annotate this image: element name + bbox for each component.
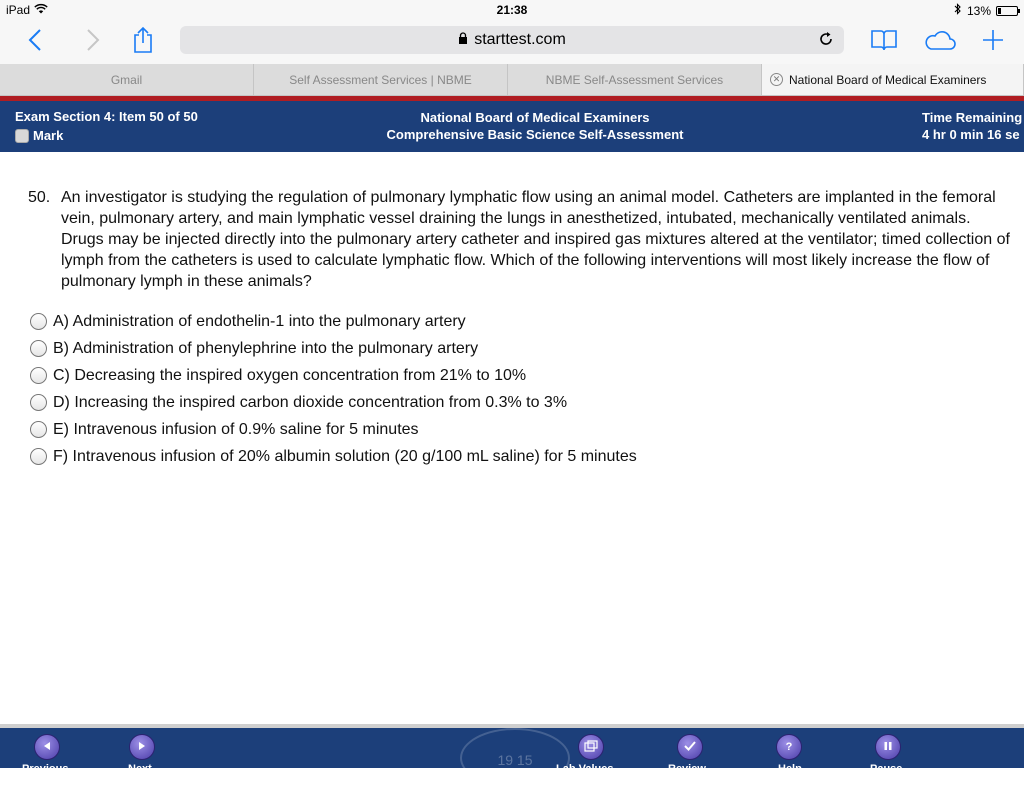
back-button[interactable] [22,26,48,58]
option-text: F) Intravenous infusion of 20% albumin solution (20 g/100 mL saline) for 5 minutes [53,447,637,465]
browser-toolbar [0,20,1024,64]
new-tab-button[interactable] [980,26,1006,58]
url-text: starttest.com [474,31,566,48]
option-text: A) Administration of endothelin-1 into the pulmonary artery [53,312,466,330]
question-mark-icon: ? [785,741,793,753]
next-label: Next [128,763,152,775]
battery-percent: 13% [966,3,991,18]
device-label: iPad [6,3,31,17]
answer-options [30,308,637,470]
section-item-label: Exam Section 4: Item 50 of 50 [15,109,198,124]
time-remaining-value: 4 hr 0 min 16 se [922,127,1020,142]
battery-icon [996,6,1018,16]
reload-icon[interactable] [818,31,834,52]
cloud-icon [923,29,957,56]
next-button[interactable] [129,734,155,760]
bookmarks-button[interactable] [868,26,900,58]
answer-option-b[interactable] [30,335,637,362]
answer-option-e[interactable] [30,416,637,443]
help-label: Help [778,763,802,775]
lab-values-button[interactable] [578,734,604,760]
tab-gmail[interactable] [0,64,254,95]
share-button[interactable] [130,26,156,58]
tab-nbme-active[interactable] [762,64,1024,95]
book-icon [870,29,898,56]
help-button[interactable] [776,734,802,760]
bottom-nav-bar [0,724,1024,775]
forward-button[interactable] [80,26,106,58]
exam-title: Comprehensive Basic Science Self-Assessment [386,127,684,142]
previous-button[interactable] [34,734,60,760]
time-remaining-label: Time Remaining [922,110,1023,125]
plus-icon [982,29,1004,56]
tab-label: NBME Self-Assessment Services [545,72,724,87]
answer-option-c[interactable] [30,362,637,389]
chevron-left-icon [28,28,42,57]
answer-option-a[interactable] [30,308,637,335]
question-number: 50. [28,189,51,206]
tab-bar [0,64,1024,96]
triangle-left-icon [42,741,52,754]
status-bar [0,0,1024,20]
radio-button[interactable] [30,448,47,465]
share-icon [132,26,154,59]
review-button[interactable] [677,734,703,760]
mark-checkbox[interactable] [15,129,29,143]
previous-label: Previous [22,763,69,775]
lock-icon [458,31,468,49]
address-bar[interactable] [180,26,844,54]
exam-header [0,96,1024,152]
pause-icon [883,741,893,754]
checkmark-icon [684,741,696,754]
option-text: B) Administration of phenylephrine into the pulmonary artery [53,339,479,357]
option-text: E) Intravenous infusion of 0.9% saline for 5 minutes [53,420,419,438]
pause-label: Pause [870,763,903,775]
answer-option-d[interactable] [30,389,637,416]
option-text: C) Decreasing the inspired oxygen concentration from 21% to 10% [53,366,527,384]
nbme-seal-watermark: 19 15 [460,728,570,788]
clock: 21:38 [496,3,528,17]
option-text: D) Increasing the inspired carbon dioxide concentration from 0.3% to 3% [53,393,568,411]
radio-button[interactable] [30,340,47,357]
radio-button[interactable] [30,394,47,411]
mark-button[interactable] [15,128,198,143]
bluetooth-icon [954,3,962,18]
tab-label: Gmail [110,72,143,87]
triangle-right-icon [137,741,147,754]
question-text: An investigator is studying the regulation of pulmonary lymphatic flow using an animal model. Catheters are implanted in the femoral vein, pulmonary artery, and main lymphatic vessel draining the lungs in anesthetized, intubated, mechanically ventilated animals. Drugs may be injected directly into the pulmonary artery catheter and inspired gas mixtures altered at the ventilator; timed collection of lymph from the catheters is used to calculate lymphatic flow. Which of the following interventions will most likely increase the flow of pulmonary lymph in these animals? [61,189,1010,290]
radio-button[interactable] [30,367,47,384]
radio-button[interactable] [30,421,47,438]
tab-nbme-services[interactable] [508,64,762,95]
lab-values-icon [584,740,598,755]
tab-label: National Board of Medical Examiners [789,72,987,87]
org-title: National Board of Medical Examiners [420,110,650,125]
review-label: Review [668,763,706,775]
radio-button[interactable] [30,313,47,330]
pause-button[interactable] [875,734,901,760]
close-tab-icon[interactable]: ✕ [770,73,783,86]
answer-option-f[interactable] [30,443,637,470]
icloud-tabs-button[interactable] [922,26,958,58]
question-stem [28,187,1013,292]
tab-self-assessment-nbme[interactable] [254,64,508,95]
chevron-right-icon [86,28,100,57]
mark-label: Mark [33,128,64,143]
lab-values-label: Lab Values [556,763,614,775]
tab-label: Self Assessment Services | NBME [289,72,472,87]
